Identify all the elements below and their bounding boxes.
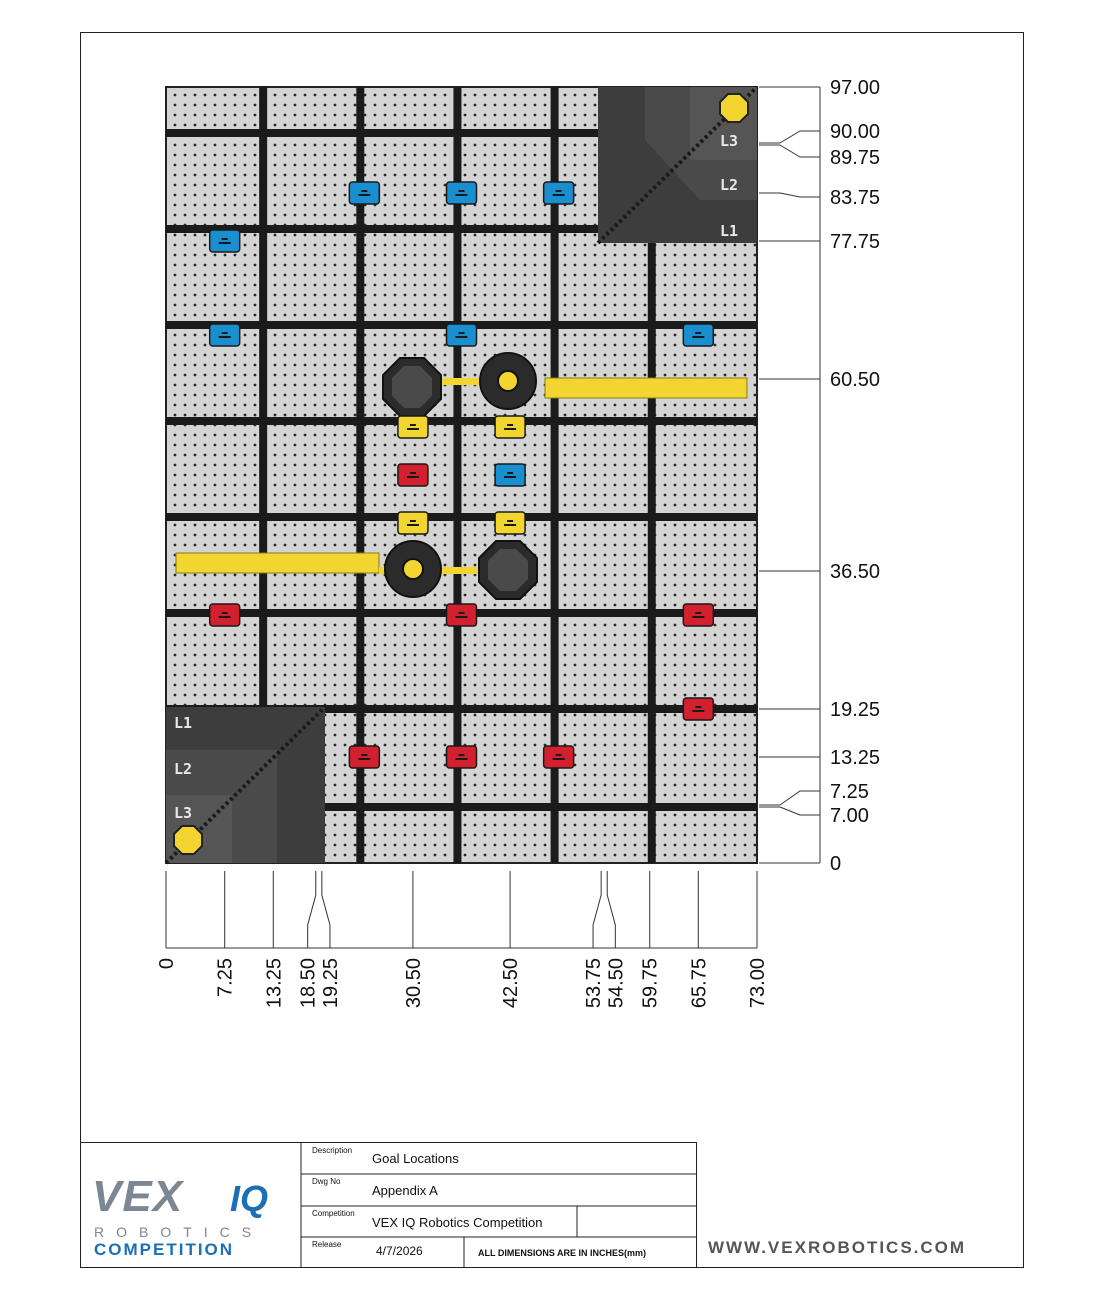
blue-goal-marker: [349, 182, 379, 204]
competition-label: Competition: [312, 1209, 355, 1218]
dimension-leader: [780, 791, 820, 805]
blue-goal-marker: [495, 464, 525, 486]
blue-goal-marker: [210, 324, 240, 346]
zone-label-l1: L1: [720, 222, 739, 240]
bottom-dimension-label: 7.25: [214, 958, 237, 997]
round-goal-upper-right: [480, 353, 536, 409]
dimension-leader: [780, 807, 820, 815]
dimension-leader: [593, 871, 601, 948]
dimension-leader: [308, 871, 316, 948]
dimension-leader: [780, 193, 820, 197]
grid-bar-horizontal: [166, 513, 757, 521]
logo-brand: VEX: [92, 1172, 184, 1221]
bottom-dimension-label: 19.25: [319, 958, 342, 1009]
red-goal-marker: [398, 464, 428, 486]
right-dimension-label: 7.25: [830, 781, 869, 803]
blue-goal-marker: [544, 182, 574, 204]
release-label: Release: [312, 1240, 342, 1249]
bottom-dimension-label: 13.25: [263, 958, 286, 1009]
zone-label-l2-bottom: L2: [174, 760, 193, 778]
bottom-left-zone-yellow-corner-icon: [174, 826, 202, 854]
bottom-dimension-label: 42.50: [500, 958, 523, 1009]
bottom-dimension-label: 0: [156, 958, 178, 970]
bottom-dimension-label: 73.00: [747, 958, 769, 1009]
right-dimension-label: 7.00: [830, 805, 869, 827]
upper-yellow-barrier: [545, 378, 747, 398]
right-dimension-label: 19.25: [830, 699, 881, 721]
logo-competition: COMPETITION: [94, 1240, 235, 1259]
red-goal-marker: [447, 604, 477, 626]
right-dimension-label: 77.75: [830, 231, 881, 253]
right-dimension-label: 36.50: [830, 561, 881, 583]
top-right-zone-yellow-corner-icon: [720, 94, 748, 122]
dwg-no-label: Dwg No: [312, 1177, 341, 1186]
description-value: Goal Locations: [372, 1151, 459, 1166]
top-right-scoring-zone: [598, 87, 757, 243]
octagon-goal-upper-left: [383, 358, 441, 416]
right-dimension-label: 60.50: [830, 369, 881, 391]
zone-label-l3: L3: [720, 132, 739, 150]
right-dimension-label: 90.00: [830, 121, 881, 143]
right-dimension-label: 97.00: [830, 77, 881, 99]
website-link[interactable]: WWW.VEXROBOTICS.COM: [708, 1238, 967, 1257]
round-goal-lower-left: [385, 541, 441, 597]
bottom-dimension-label: 30.50: [402, 958, 425, 1009]
red-goal-marker: [349, 746, 379, 768]
red-goal-marker: [544, 746, 574, 768]
zone-label-l2: L2: [720, 176, 739, 194]
yellow-goal-marker: [495, 512, 525, 534]
release-value: 4/7/2026: [376, 1244, 423, 1258]
right-dimension-label: 89.75: [830, 147, 881, 169]
blue-goal-marker: [210, 230, 240, 252]
right-dimension-label: 0: [830, 853, 842, 875]
bottom-dimension-label: 54.50: [605, 958, 628, 1009]
red-goal-marker: [683, 698, 713, 720]
zone-label-l3-bottom: L3: [174, 804, 193, 822]
grid-bar-horizontal: [166, 417, 757, 425]
competition-value: VEX IQ Robotics Competition: [372, 1215, 543, 1230]
yellow-goal-marker: [398, 512, 428, 534]
right-dimension-label: 13.25: [830, 747, 881, 769]
zone-label-l1-bottom: L1: [174, 714, 193, 732]
red-goal-marker: [683, 604, 713, 626]
bottom-dimension-label: 59.75: [639, 958, 662, 1009]
bottom-dimension-label: 53.75: [583, 958, 606, 1009]
dimensions-note: ALL DIMENSIONS ARE IN INCHES(mm): [478, 1248, 647, 1258]
title-block: [80, 1142, 697, 1268]
right-dimension-label: 83.75: [830, 187, 881, 209]
blue-goal-marker: [447, 182, 477, 204]
octagon-goal-lower-right: [479, 541, 537, 599]
bottom-dimension-label: 18.50: [297, 958, 320, 1009]
yellow-goal-marker: [495, 416, 525, 438]
dimension-leader: [780, 131, 820, 143]
dimension-leader: [780, 145, 820, 157]
bottom-left-scoring-zone: [166, 707, 325, 863]
description-label: Description: [312, 1146, 353, 1155]
lower-yellow-barrier: [176, 553, 379, 573]
bottom-dimension-label: 65.75: [688, 958, 711, 1009]
blue-goal-marker: [447, 324, 477, 346]
dimension-leader: [322, 871, 330, 948]
logo-robotics: ROBOTICS: [94, 1224, 264, 1240]
blue-goal-marker: [683, 324, 713, 346]
red-goal-marker: [447, 746, 477, 768]
yellow-goal-marker: [398, 416, 428, 438]
dwg-no-value: Appendix A: [372, 1183, 438, 1198]
logo-iq: IQ: [230, 1178, 269, 1219]
red-goal-marker: [210, 604, 240, 626]
dimension-leader: [607, 871, 615, 948]
